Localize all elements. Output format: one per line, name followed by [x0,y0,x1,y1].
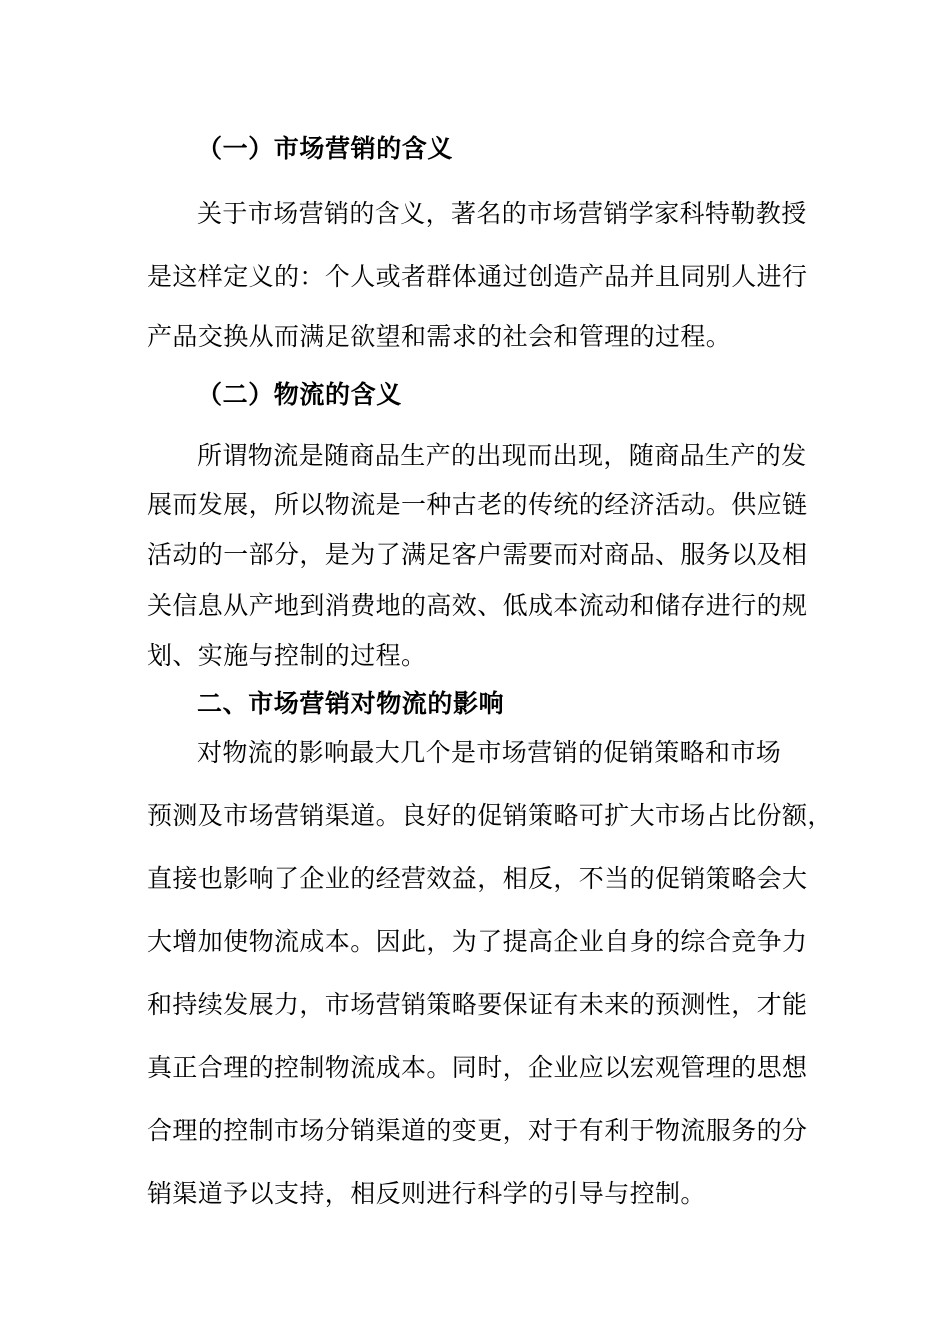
section-heading-marketing-definition: （一）市场营销的含义 [197,134,454,163]
paragraph-line: 真正合理的控制物流成本。同时，企业应以宏观管理的思想 [147,1053,808,1082]
paragraph-line: 是这样定义的：个人或者群体通过创造产品并且同别人进行 [147,262,808,291]
paragraph-line: 对物流的影响最大几个是市场营销的促销策略和市场 [197,738,782,767]
paragraph-line: 划、实施与控制的过程。 [147,641,427,670]
paragraph-line: 展而发展，所以物流是一种古老的传统的经济活动。供应链 [147,490,808,519]
paragraph-line: 直接也影响了企业的经营效益，相反，不当的促销策略会大 [147,864,808,893]
paragraph-line: 大增加使物流成本。因此，为了提高企业自身的综合竞争力 [147,927,808,956]
paragraph-line: 合理的控制市场分销渠道的变更，对于有利于物流服务的分 [147,1116,808,1145]
paragraph-line: 和持续发展力，市场营销策略要保证有未来的预测性，才能 [147,990,808,1019]
paragraph-line: 预测及市场营销渠道。良好的促销策略可扩大市场占比份额， [147,801,833,830]
paragraph-line: 活动的一部分，是为了满足客户需要而对商品、服务以及相 [147,540,808,569]
paragraph-line: 所谓物流是随商品生产的出现而出现，随商品生产的发 [197,441,807,470]
paragraph-line: 销渠道予以支持，相反则进行科学的引导与控制。 [147,1179,706,1208]
paragraph-line: 产品交换从而满足欲望和需求的社会和管理的过程。 [147,322,732,351]
paragraph-line: 关于市场营销的含义，著名的市场营销学家科特勒教授 [197,199,807,228]
paragraph-line: 关信息从产地到消费地的高效、低成本流动和储存进行的规 [147,591,808,620]
section-heading-logistics-definition: （二）物流的含义 [197,380,402,409]
section-heading-marketing-impact: 二、市场营销对物流的影响 [197,689,505,718]
